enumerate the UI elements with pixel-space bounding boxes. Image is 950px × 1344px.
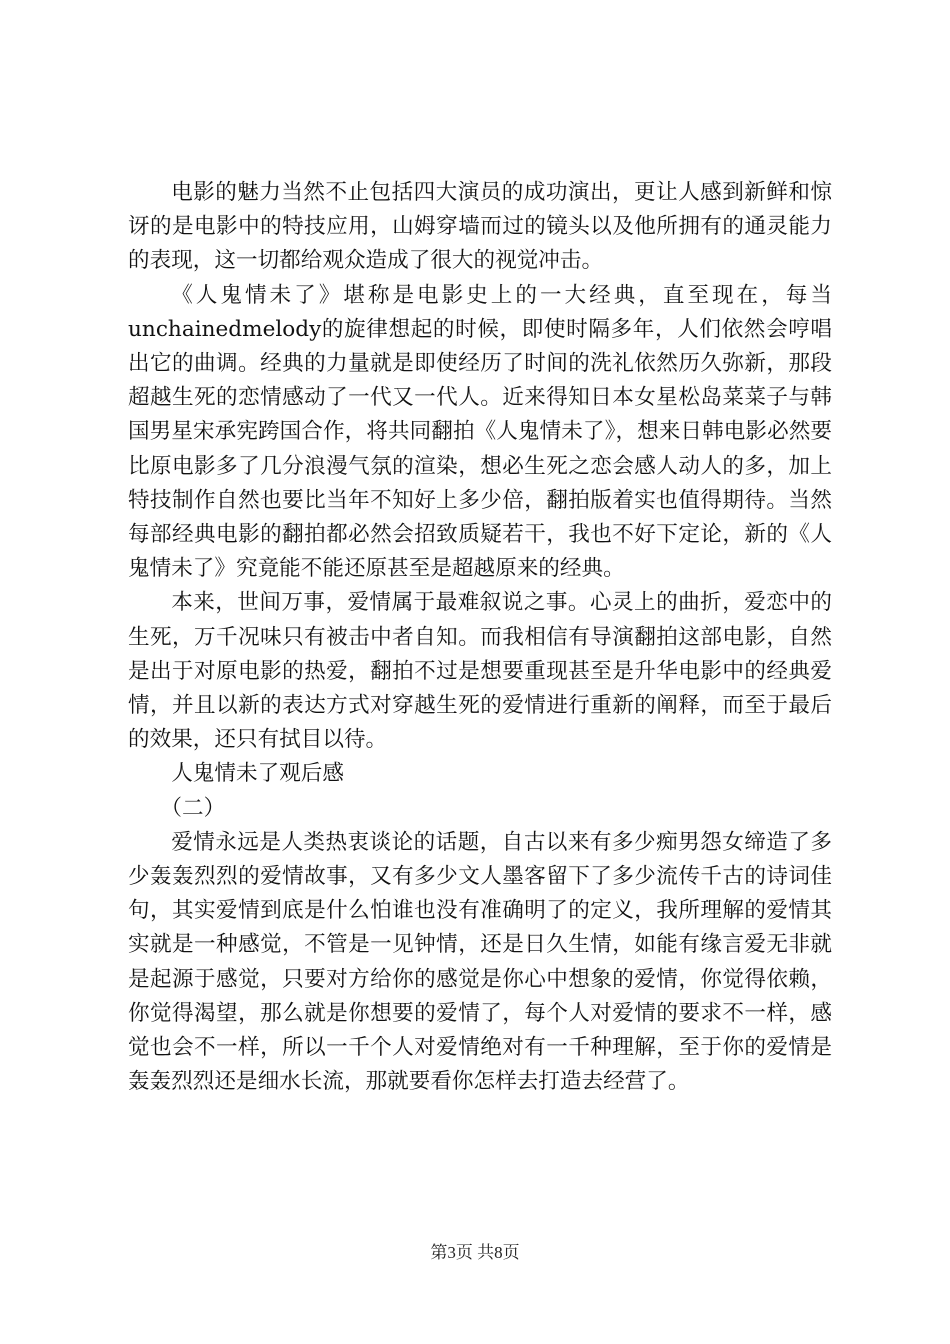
page-footer — [0, 1242, 950, 1264]
page-number-indicator: 第3页 共8页 — [430, 1243, 520, 1262]
paragraph-3: 本来，世间万事，爱情属于最难叙说之事。心灵上的曲折，爱恋中的生死，万千况味只有被击中者自知。而我相信有导演翻拍这部电影，自然是出于对原电影的热爱，翻拍不过是想要重现甚至是升华电影中的经典爱情，并且以新的表达方式对穿越生死的爱情进行重新的阐释，而至于最后的效果，还只有拭目以待。 — [128, 590, 832, 753]
section-subheading: （二） — [160, 795, 226, 821]
section-heading: 人鬼情未了观后感 — [171, 761, 344, 787]
paragraph-4: 爱情永远是人类热衷谈论的话题，自古以来有多少痴男怨女缔造了多少轰轰烈烈的爱情故事，又有多少文人墨客留下了多少流传千古的诗词佳句，其实爱情到底是什么怕谁也没有准确明了的定义，我所理解的爱情其实就是一种感觉，不管是一见钟情，还是日久生情，如能有缘言爱无非就是起源于感觉，只要对方给你的感觉是你心中想象的爱情，你觉得依赖，你觉得渴望，那么就是你想要的爱情了，每个人对爱情的要求不一样，感觉也会不一样，所以一千个人对爱情绝对有一千种理解，至于你的爱情是轰轰烈烈还是细水长流，那就要看你怎样去打造去经营了。 — [128, 829, 832, 1095]
body-text — [128, 176, 832, 1099]
paragraph-1: 电影的魅力当然不止包括四大演员的成功演出，更让人感到新鲜和惊讶的是电影中的特技应用，山姆穿墙而过的镜头以及他所拥有的通灵能力的表现，这一切都给观众造成了很大的视觉冲击。 — [128, 180, 832, 274]
paragraph-2: 《人鬼情未了》堪称是电影史上的一大经典，直至现在，每当unchainedmelody的旋律想起的时候，即使时隔多年，人们依然会哼唱出它的曲调。经典的力量就是即使经历了时间的洗礼依然历久弥新，那段超越生死的恋情感动了一代又一代人。近来得知日本女星松岛菜菜子与韩国男星宋承宪跨国合作，将共同翻拍《人鬼情未了》，想来日韩电影必然要比原电影多了几分浪漫气氛的渲染，想必生死之恋会感人动人的多，加上特技制作自然也要比当年不知好上多少倍，翻拍版着实也值得期待。当然每部经典电影的翻拍都必然会招致质疑若干，我也不好下定论，新的《人鬼情未了》究竟能不能还原甚至是超越原来的经典。 — [128, 282, 832, 582]
